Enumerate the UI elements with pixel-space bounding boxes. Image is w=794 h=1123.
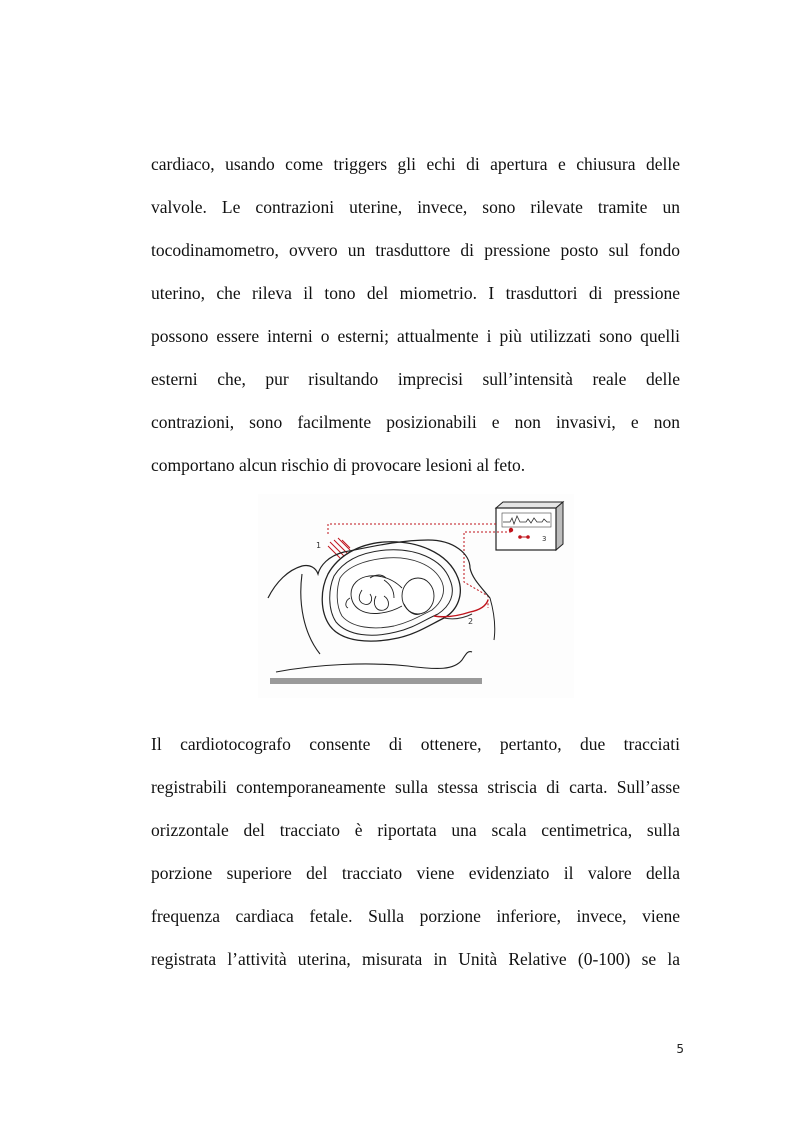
bed-bar	[270, 678, 482, 684]
text-line: valvole. Le contrazioni uterine, invece, sono rilevate tramite un	[151, 197, 680, 217]
label-3: 3	[542, 535, 547, 543]
text-line: tocodinamometro, ovvero un trasduttore di pressione posto sul fondo	[151, 240, 680, 260]
cardiotocograph-illustration	[258, 494, 574, 698]
text-line: orizzontale del tracciato è riportata una scala centimetrica, sulla	[151, 820, 680, 840]
text-line: uterino, che rileva il tono del miometrio. I trasduttori di pressione	[151, 283, 680, 303]
text-line: cardiaco, usando come triggers gli echi di apertura e chiusura delle	[151, 154, 680, 174]
monitor-box	[496, 502, 563, 550]
text-line: registrabili contemporaneamente sulla stessa striscia di carta. Sull’asse	[151, 777, 680, 797]
text-line: esterni che, pur risultando imprecisi sull’intensità reale delle	[151, 369, 680, 389]
page-number: 5	[676, 1042, 684, 1056]
text-line: Il cardiotocografo consente di ottenere, pertanto, due tracciati	[151, 734, 680, 754]
label-1: 1	[316, 541, 322, 550]
text-line: contrazioni, sono facilmente posizionabili e non invasivi, e non	[151, 412, 680, 432]
text-line: registrata l’attività uterina, misurata in Unità Relative (0-100) se la	[151, 949, 680, 969]
text-line: comportano alcun rischio di provocare lesioni al feto.	[151, 455, 526, 475]
label-2: 2	[468, 617, 474, 626]
cardiotocograph-figure	[258, 494, 574, 698]
text-line: possono essere interni o esterni; attualmente i più utilizzati sono quelli	[151, 326, 680, 346]
text-line: porzione superiore del tracciato viene evidenziato il valore della	[151, 863, 680, 883]
text-line: frequenza cardiaca fetale. Sulla porzione inferiore, invece, viene	[151, 906, 680, 926]
